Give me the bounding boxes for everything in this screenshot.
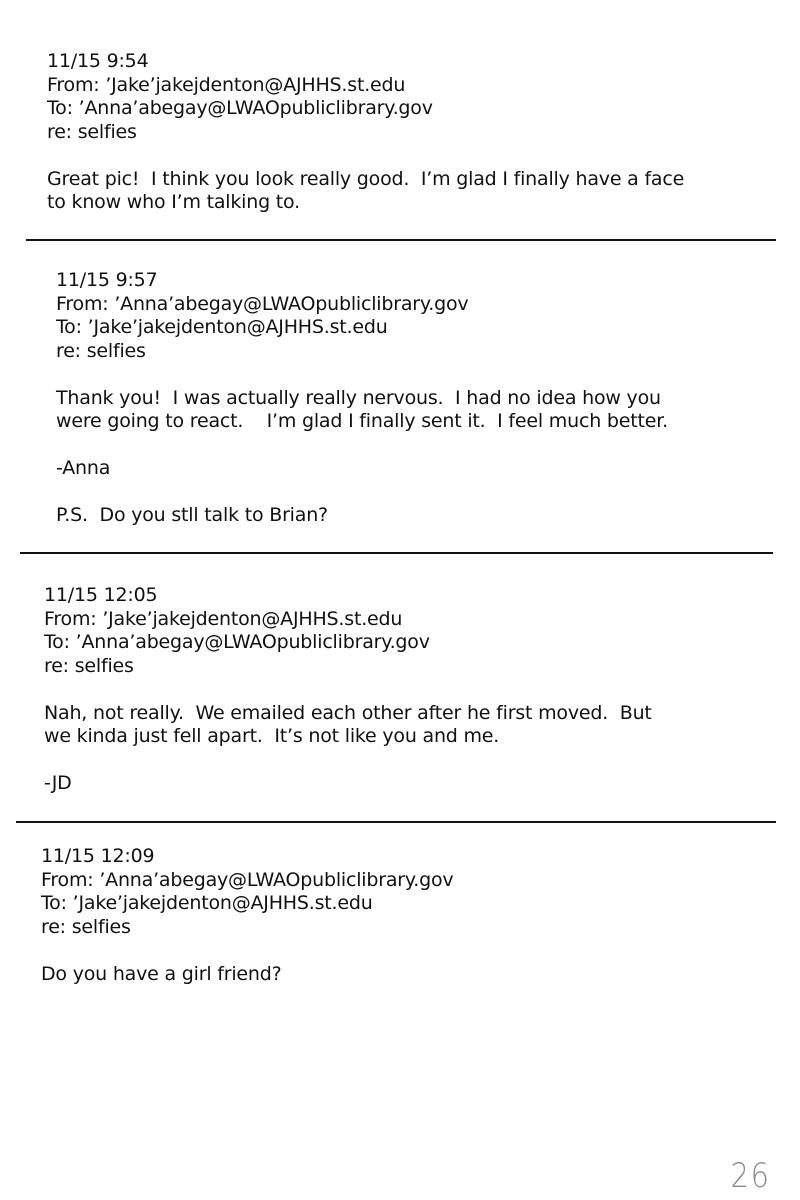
page-number: 26 bbox=[730, 1156, 771, 1196]
email-message-1 bbox=[47, 50, 684, 215]
email-message-4 bbox=[41, 845, 453, 986]
email-body-line: were going to react. I’m glad I finally sent it. I feel much better. bbox=[56, 410, 668, 432]
email-subject: re: selfies bbox=[44, 654, 134, 677]
message-divider bbox=[20, 552, 773, 554]
message-divider bbox=[26, 239, 776, 241]
email-to: To: ’Jake’jakejdenton@AJHHS.st.edu bbox=[41, 892, 373, 914]
email-body-line: Thank you! I was actually really nervous. I had no idea how you bbox=[56, 386, 661, 409]
email-timestamp: 11/15 9:57 bbox=[56, 269, 158, 291]
email-message-2 bbox=[56, 269, 668, 528]
email-postscript: P.S. Do you stll talk to Brian? bbox=[56, 504, 328, 526]
email-timestamp: 11/15 12:09 bbox=[41, 845, 155, 867]
email-signature: -JD bbox=[44, 772, 72, 794]
email-to: To: ’Anna’abegay@LWAOpubliclibrary.gov bbox=[44, 631, 430, 653]
email-from: From: ’Anna’abegay@LWAOpubliclibrary.gov bbox=[41, 868, 454, 891]
email-from: From: ’Jake’jakejdenton@AJHHS.st.edu bbox=[47, 73, 406, 96]
email-message-3 bbox=[44, 584, 652, 796]
email-subject: re: selfies bbox=[41, 915, 131, 938]
email-body-line: to know who I’m talking to. bbox=[47, 191, 300, 213]
email-body-line: Great pic! I think you look really good. I’m glad I finally have a face bbox=[47, 167, 685, 190]
email-from: From: ’Anna’abegay@LWAOpubliclibrary.gov bbox=[56, 292, 469, 315]
email-timestamp: 11/15 12:05 bbox=[44, 584, 158, 606]
message-divider bbox=[16, 821, 776, 823]
email-signature: -Anna bbox=[56, 457, 111, 479]
email-to: To: ’Jake’jakejdenton@AJHHS.st.edu bbox=[56, 316, 388, 338]
email-body-line: Nah, not really. We emailed each other after he first moved. But bbox=[44, 701, 652, 724]
email-body-line: we kinda just fell apart. It’s not like you and me. bbox=[44, 725, 500, 747]
email-subject: re: selfies bbox=[47, 120, 137, 143]
email-body-line: Do you have a girl friend? bbox=[41, 962, 282, 985]
email-from: From: ’Jake’jakejdenton@AJHHS.st.edu bbox=[44, 607, 403, 630]
email-to: To: ’Anna’abegay@LWAOpubliclibrary.gov bbox=[47, 97, 433, 119]
email-timestamp: 11/15 9:54 bbox=[47, 50, 149, 72]
email-subject: re: selfies bbox=[56, 339, 146, 362]
